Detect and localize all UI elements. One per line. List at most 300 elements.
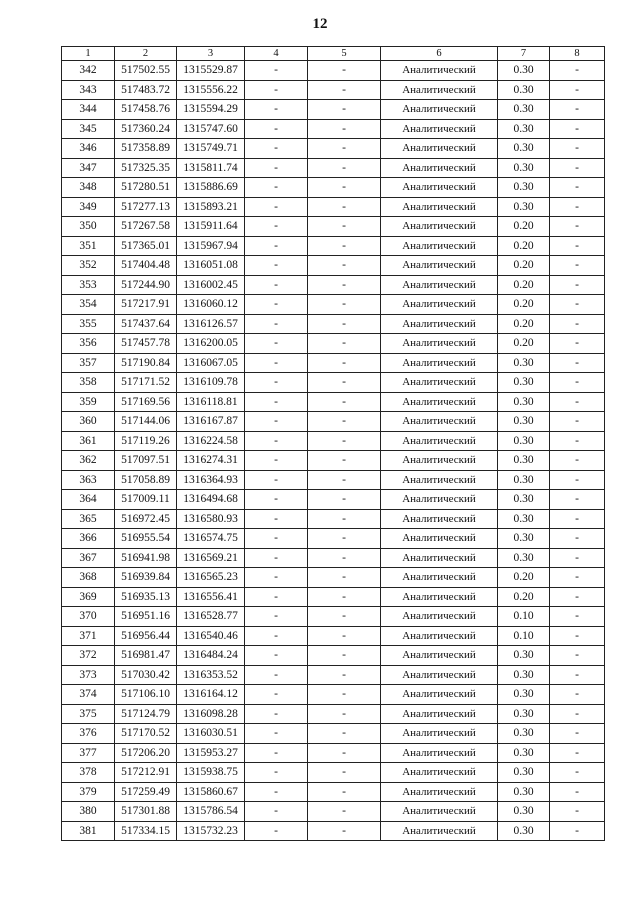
cell-x-coordinate: 516972.45: [115, 509, 177, 529]
cell-accuracy: 0.20: [498, 334, 550, 354]
table-row: [62, 80, 605, 100]
table-row: [62, 607, 605, 627]
cell-y-coordinate: 1315967.94: [177, 236, 245, 256]
cell-point-number: 361: [62, 431, 115, 451]
cell-col-4: -: [245, 509, 308, 529]
table-row: [62, 587, 605, 607]
cell-col-8: -: [550, 119, 605, 139]
table-row: [62, 275, 605, 295]
table-row: [62, 236, 605, 256]
cell-y-coordinate: 1315953.27: [177, 743, 245, 763]
cell-point-number: 347: [62, 158, 115, 178]
cell-col-5: -: [308, 139, 381, 159]
cell-point-number: 376: [62, 724, 115, 744]
cell-y-coordinate: 1316569.21: [177, 548, 245, 568]
cell-method: Аналитический: [381, 626, 498, 646]
cell-col-5: -: [308, 743, 381, 763]
cell-accuracy: 0.20: [498, 587, 550, 607]
cell-col-4: -: [245, 100, 308, 120]
cell-y-coordinate: 1315594.29: [177, 100, 245, 120]
cell-col-5: -: [308, 685, 381, 705]
cell-col-8: -: [550, 821, 605, 841]
column-header-method: 6: [381, 47, 498, 61]
cell-col-8: -: [550, 353, 605, 373]
cell-method: Аналитический: [381, 217, 498, 237]
cell-col-5: -: [308, 802, 381, 822]
table-row: [62, 782, 605, 802]
cell-y-coordinate: 1316126.57: [177, 314, 245, 334]
cell-x-coordinate: 517169.56: [115, 392, 177, 412]
cell-accuracy: 0.30: [498, 782, 550, 802]
cell-col-4: -: [245, 314, 308, 334]
cell-point-number: 360: [62, 412, 115, 432]
cell-col-4: -: [245, 568, 308, 588]
cell-point-number: 352: [62, 256, 115, 276]
cell-col-4: -: [245, 353, 308, 373]
cell-col-8: -: [550, 275, 605, 295]
cell-col-8: -: [550, 314, 605, 334]
cell-x-coordinate: 517106.10: [115, 685, 177, 705]
cell-x-coordinate: 517190.84: [115, 353, 177, 373]
cell-col-8: -: [550, 646, 605, 666]
cell-y-coordinate: 1316484.24: [177, 646, 245, 666]
cell-col-8: -: [550, 334, 605, 354]
cell-col-8: -: [550, 412, 605, 432]
cell-accuracy: 0.30: [498, 178, 550, 198]
cell-col-8: -: [550, 587, 605, 607]
cell-accuracy: 0.20: [498, 236, 550, 256]
header-row: [62, 47, 605, 61]
cell-x-coordinate: 517030.42: [115, 665, 177, 685]
cell-col-5: -: [308, 821, 381, 841]
cell-col-8: -: [550, 100, 605, 120]
cell-method: Аналитический: [381, 607, 498, 627]
cell-point-number: 351: [62, 236, 115, 256]
table-row: [62, 373, 605, 393]
cell-col-4: -: [245, 587, 308, 607]
cell-col-5: -: [308, 217, 381, 237]
cell-col-4: -: [245, 665, 308, 685]
cell-col-8: -: [550, 61, 605, 81]
cell-y-coordinate: 1316353.52: [177, 665, 245, 685]
cell-x-coordinate: 517217.91: [115, 295, 177, 315]
cell-col-4: -: [245, 607, 308, 627]
cell-point-number: 370: [62, 607, 115, 627]
cell-point-number: 365: [62, 509, 115, 529]
cell-method: Аналитический: [381, 470, 498, 490]
cell-accuracy: 0.30: [498, 80, 550, 100]
cell-col-5: -: [308, 275, 381, 295]
cell-col-4: -: [245, 178, 308, 198]
cell-col-8: -: [550, 529, 605, 549]
cell-accuracy: 0.10: [498, 626, 550, 646]
cell-accuracy: 0.30: [498, 392, 550, 412]
cell-col-4: -: [245, 373, 308, 393]
cell-y-coordinate: 1316556.41: [177, 587, 245, 607]
cell-col-5: -: [308, 314, 381, 334]
table-row: [62, 61, 605, 81]
cell-col-4: -: [245, 256, 308, 276]
cell-x-coordinate: 517212.91: [115, 763, 177, 783]
cell-col-4: -: [245, 431, 308, 451]
cell-y-coordinate: 1316528.77: [177, 607, 245, 627]
cell-accuracy: 0.30: [498, 119, 550, 139]
cell-point-number: 357: [62, 353, 115, 373]
cell-accuracy: 0.30: [498, 529, 550, 549]
cell-col-4: -: [245, 392, 308, 412]
cell-col-5: -: [308, 587, 381, 607]
cell-y-coordinate: 1316060.12: [177, 295, 245, 315]
cell-col-8: -: [550, 568, 605, 588]
cell-col-5: -: [308, 724, 381, 744]
cell-col-5: -: [308, 80, 381, 100]
cell-x-coordinate: 517325.35: [115, 158, 177, 178]
cell-col-5: -: [308, 782, 381, 802]
cell-y-coordinate: 1316364.93: [177, 470, 245, 490]
cell-col-5: -: [308, 158, 381, 178]
cell-accuracy: 0.30: [498, 724, 550, 744]
cell-method: Аналитический: [381, 490, 498, 510]
table-row: [62, 256, 605, 276]
cell-col-5: -: [308, 548, 381, 568]
cell-col-4: -: [245, 119, 308, 139]
table-row: [62, 217, 605, 237]
cell-col-8: -: [550, 431, 605, 451]
cell-method: Аналитический: [381, 704, 498, 724]
cell-method: Аналитический: [381, 236, 498, 256]
cell-x-coordinate: 517358.89: [115, 139, 177, 159]
cell-x-coordinate: 517277.13: [115, 197, 177, 217]
cell-col-5: -: [308, 470, 381, 490]
cell-x-coordinate: 516981.47: [115, 646, 177, 666]
cell-x-coordinate: 517009.11: [115, 490, 177, 510]
cell-col-4: -: [245, 80, 308, 100]
cell-point-number: 353: [62, 275, 115, 295]
cell-y-coordinate: 1316051.08: [177, 256, 245, 276]
cell-method: Аналитический: [381, 353, 498, 373]
cell-method: Аналитический: [381, 275, 498, 295]
cell-col-8: -: [550, 178, 605, 198]
cell-col-8: -: [550, 607, 605, 627]
cell-x-coordinate: 517483.72: [115, 80, 177, 100]
cell-y-coordinate: 1316164.12: [177, 685, 245, 705]
cell-point-number: 369: [62, 587, 115, 607]
cell-method: Аналитический: [381, 646, 498, 666]
cell-method: Аналитический: [381, 314, 498, 334]
cell-point-number: 354: [62, 295, 115, 315]
table-row: [62, 334, 605, 354]
cell-y-coordinate: 1315747.60: [177, 119, 245, 139]
cell-accuracy: 0.20: [498, 314, 550, 334]
cell-accuracy: 0.30: [498, 139, 550, 159]
cell-x-coordinate: 517058.89: [115, 470, 177, 490]
cell-accuracy: 0.30: [498, 353, 550, 373]
cell-accuracy: 0.30: [498, 373, 550, 393]
table-row: [62, 139, 605, 159]
cell-point-number: 373: [62, 665, 115, 685]
cell-method: Аналитический: [381, 256, 498, 276]
cell-x-coordinate: 517360.24: [115, 119, 177, 139]
cell-accuracy: 0.30: [498, 743, 550, 763]
cell-col-8: -: [550, 685, 605, 705]
cell-accuracy: 0.20: [498, 217, 550, 237]
cell-point-number: 350: [62, 217, 115, 237]
cell-col-4: -: [245, 724, 308, 744]
cell-accuracy: 0.30: [498, 685, 550, 705]
cell-method: Аналитический: [381, 548, 498, 568]
cell-x-coordinate: 517124.79: [115, 704, 177, 724]
cell-method: Аналитический: [381, 821, 498, 841]
cell-col-4: -: [245, 158, 308, 178]
cell-y-coordinate: 1316274.31: [177, 451, 245, 471]
cell-col-5: -: [308, 626, 381, 646]
cell-col-4: -: [245, 334, 308, 354]
cell-col-8: -: [550, 373, 605, 393]
column-header-y-coordinate: 3: [177, 47, 245, 61]
cell-accuracy: 0.30: [498, 665, 550, 685]
cell-point-number: 362: [62, 451, 115, 471]
table-row: [62, 529, 605, 549]
cell-x-coordinate: 517259.49: [115, 782, 177, 802]
cell-accuracy: 0.30: [498, 548, 550, 568]
cell-y-coordinate: 1315886.69: [177, 178, 245, 198]
cell-col-5: -: [308, 178, 381, 198]
cell-col-4: -: [245, 451, 308, 471]
cell-method: Аналитический: [381, 139, 498, 159]
cell-y-coordinate: 1315860.67: [177, 782, 245, 802]
page-number: 12: [312, 16, 328, 32]
table-body: [62, 61, 605, 841]
cell-method: Аналитический: [381, 61, 498, 81]
cell-col-5: -: [308, 61, 381, 81]
cell-point-number: 364: [62, 490, 115, 510]
cell-y-coordinate: 1316565.23: [177, 568, 245, 588]
cell-col-8: -: [550, 490, 605, 510]
table-row: [62, 451, 605, 471]
cell-method: Аналитический: [381, 451, 498, 471]
cell-col-4: -: [245, 412, 308, 432]
cell-x-coordinate: 516951.16: [115, 607, 177, 627]
table-row: [62, 763, 605, 783]
cell-point-number: 358: [62, 373, 115, 393]
cell-col-5: -: [308, 353, 381, 373]
cell-col-5: -: [308, 646, 381, 666]
cell-point-number: 380: [62, 802, 115, 822]
cell-col-8: -: [550, 80, 605, 100]
cell-point-number: 349: [62, 197, 115, 217]
cell-accuracy: 0.30: [498, 646, 550, 666]
cell-col-5: -: [308, 607, 381, 627]
cell-col-5: -: [308, 334, 381, 354]
cell-col-4: -: [245, 139, 308, 159]
cell-x-coordinate: 517170.52: [115, 724, 177, 744]
cell-point-number: 348: [62, 178, 115, 198]
cell-y-coordinate: 1315732.23: [177, 821, 245, 841]
cell-point-number: 346: [62, 139, 115, 159]
cell-method: Аналитический: [381, 724, 498, 744]
cell-x-coordinate: 517404.48: [115, 256, 177, 276]
cell-y-coordinate: 1316098.28: [177, 704, 245, 724]
cell-col-8: -: [550, 509, 605, 529]
cell-col-4: -: [245, 548, 308, 568]
cell-x-coordinate: 517437.64: [115, 314, 177, 334]
cell-x-coordinate: 516935.13: [115, 587, 177, 607]
cell-col-5: -: [308, 373, 381, 393]
table-row: [62, 353, 605, 373]
table-row: [62, 802, 605, 822]
cell-accuracy: 0.30: [498, 197, 550, 217]
cell-x-coordinate: 517206.20: [115, 743, 177, 763]
cell-col-4: -: [245, 275, 308, 295]
cell-col-8: -: [550, 256, 605, 276]
cell-y-coordinate: 1316494.68: [177, 490, 245, 510]
cell-x-coordinate: 516941.98: [115, 548, 177, 568]
cell-y-coordinate: 1316030.51: [177, 724, 245, 744]
cell-method: Аналитический: [381, 529, 498, 549]
cell-col-8: -: [550, 392, 605, 412]
cell-col-4: -: [245, 763, 308, 783]
cell-method: Аналитический: [381, 509, 498, 529]
cell-point-number: 363: [62, 470, 115, 490]
table-header: [62, 47, 605, 61]
cell-col-4: -: [245, 685, 308, 705]
cell-x-coordinate: 517097.51: [115, 451, 177, 471]
column-header-x-coordinate: 2: [115, 47, 177, 61]
cell-method: Аналитический: [381, 685, 498, 705]
table-row: [62, 295, 605, 315]
cell-col-5: -: [308, 197, 381, 217]
cell-col-4: -: [245, 646, 308, 666]
cell-method: Аналитический: [381, 119, 498, 139]
cell-x-coordinate: 517301.88: [115, 802, 177, 822]
cell-col-5: -: [308, 490, 381, 510]
cell-col-4: -: [245, 217, 308, 237]
cell-accuracy: 0.30: [498, 158, 550, 178]
cell-accuracy: 0.30: [498, 509, 550, 529]
table-row: [62, 158, 605, 178]
cell-method: Аналитический: [381, 80, 498, 100]
cell-x-coordinate: 517502.55: [115, 61, 177, 81]
cell-col-8: -: [550, 763, 605, 783]
cell-col-4: -: [245, 61, 308, 81]
table-row: [62, 197, 605, 217]
table-row: [62, 100, 605, 120]
cell-y-coordinate: 1316002.45: [177, 275, 245, 295]
cell-method: Аналитический: [381, 802, 498, 822]
cell-y-coordinate: 1316540.46: [177, 626, 245, 646]
cell-point-number: 342: [62, 61, 115, 81]
table-row: [62, 431, 605, 451]
column-header-point-number: 1: [62, 47, 115, 61]
cell-y-coordinate: 1316224.58: [177, 431, 245, 451]
cell-accuracy: 0.30: [498, 470, 550, 490]
cell-accuracy: 0.30: [498, 431, 550, 451]
cell-x-coordinate: 517144.06: [115, 412, 177, 432]
cell-col-4: -: [245, 236, 308, 256]
table-row: [62, 119, 605, 139]
cell-col-5: -: [308, 431, 381, 451]
cell-point-number: 379: [62, 782, 115, 802]
cell-x-coordinate: 517458.76: [115, 100, 177, 120]
cell-point-number: 367: [62, 548, 115, 568]
cell-accuracy: 0.20: [498, 256, 550, 276]
cell-col-4: -: [245, 197, 308, 217]
coordinates-table: [61, 46, 605, 841]
cell-y-coordinate: 1316580.93: [177, 509, 245, 529]
cell-col-4: -: [245, 802, 308, 822]
table-row: [62, 412, 605, 432]
cell-y-coordinate: 1315911.64: [177, 217, 245, 237]
table-row: [62, 821, 605, 841]
table-row: [62, 724, 605, 744]
cell-col-5: -: [308, 451, 381, 471]
column-header-col-8: 8: [550, 47, 605, 61]
cell-col-4: -: [245, 529, 308, 549]
cell-col-5: -: [308, 529, 381, 549]
cell-y-coordinate: 1316167.87: [177, 412, 245, 432]
cell-method: Аналитический: [381, 568, 498, 588]
cell-method: Аналитический: [381, 334, 498, 354]
cell-method: Аналитический: [381, 178, 498, 198]
cell-col-4: -: [245, 743, 308, 763]
cell-method: Аналитический: [381, 665, 498, 685]
cell-col-8: -: [550, 548, 605, 568]
cell-point-number: 359: [62, 392, 115, 412]
table-row: [62, 314, 605, 334]
table-row: [62, 470, 605, 490]
cell-method: Аналитический: [381, 392, 498, 412]
cell-col-4: -: [245, 295, 308, 315]
table-row: [62, 178, 605, 198]
cell-col-8: -: [550, 451, 605, 471]
table-row: [62, 685, 605, 705]
cell-x-coordinate: 516939.84: [115, 568, 177, 588]
cell-y-coordinate: 1315938.75: [177, 763, 245, 783]
table-row: [62, 509, 605, 529]
cell-col-8: -: [550, 139, 605, 159]
cell-y-coordinate: 1315556.22: [177, 80, 245, 100]
table-row: [62, 392, 605, 412]
cell-accuracy: 0.30: [498, 704, 550, 724]
cell-y-coordinate: 1316067.05: [177, 353, 245, 373]
cell-method: Аналитический: [381, 197, 498, 217]
cell-point-number: 374: [62, 685, 115, 705]
cell-method: Аналитический: [381, 158, 498, 178]
cell-accuracy: 0.30: [498, 490, 550, 510]
cell-col-4: -: [245, 470, 308, 490]
cell-method: Аналитический: [381, 743, 498, 763]
cell-point-number: 344: [62, 100, 115, 120]
cell-col-5: -: [308, 392, 381, 412]
cell-col-5: -: [308, 412, 381, 432]
cell-col-5: -: [308, 763, 381, 783]
cell-method: Аналитический: [381, 295, 498, 315]
table-row: [62, 704, 605, 724]
cell-col-4: -: [245, 490, 308, 510]
cell-accuracy: 0.10: [498, 607, 550, 627]
cell-col-8: -: [550, 217, 605, 237]
cell-col-5: -: [308, 509, 381, 529]
cell-accuracy: 0.20: [498, 295, 550, 315]
cell-point-number: 375: [62, 704, 115, 724]
cell-col-8: -: [550, 665, 605, 685]
cell-x-coordinate: 516956.44: [115, 626, 177, 646]
cell-col-8: -: [550, 236, 605, 256]
cell-method: Аналитический: [381, 412, 498, 432]
cell-accuracy: 0.30: [498, 451, 550, 471]
cell-col-8: -: [550, 626, 605, 646]
cell-method: Аналитический: [381, 782, 498, 802]
